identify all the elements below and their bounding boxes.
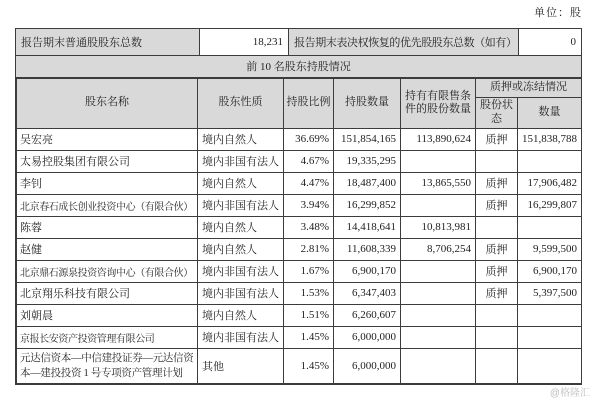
header-shares: 持股数量 bbox=[334, 79, 401, 129]
cell-restricted bbox=[401, 304, 476, 326]
table-header bbox=[17, 79, 582, 129]
cell-pledge-status bbox=[476, 216, 518, 238]
table-row bbox=[17, 282, 582, 304]
cell-nature: 境内自然人 bbox=[198, 128, 284, 150]
cell-restricted: 113,890,624 bbox=[401, 128, 476, 150]
cell-pledge-status: 质押 bbox=[476, 194, 518, 216]
cell-pledge-status: 质押 bbox=[476, 260, 518, 282]
cell-restricted bbox=[401, 194, 476, 216]
cell-shares: 151,854,165 bbox=[334, 128, 401, 150]
table-row bbox=[17, 238, 582, 260]
cell-ratio: 36.69% bbox=[284, 128, 334, 150]
cell-ratio: 3.48% bbox=[284, 216, 334, 238]
cell-name: 刘朝晨 bbox=[17, 304, 198, 326]
cell-nature: 其他 bbox=[198, 348, 284, 383]
table-row bbox=[17, 326, 582, 348]
cell-pledge-qty bbox=[518, 304, 582, 326]
cell-pledge-status bbox=[476, 304, 518, 326]
table-row bbox=[17, 194, 582, 216]
shareholder-report-table bbox=[15, 28, 582, 385]
cell-shares: 6,900,170 bbox=[334, 260, 401, 282]
common-shareholders-label: 报告期末普通股股东总数 bbox=[16, 29, 200, 55]
cell-pledge-status: 质押 bbox=[476, 128, 518, 150]
cell-name: 北京翔乐科技有限公司 bbox=[17, 282, 198, 304]
cell-nature: 境内非国有法人 bbox=[198, 260, 284, 282]
cell-pledge-qty: 17,906,482 bbox=[518, 172, 582, 194]
table-row bbox=[17, 216, 582, 238]
cell-shares: 18,487,400 bbox=[334, 172, 401, 194]
cell-shares: 14,418,641 bbox=[334, 216, 401, 238]
table-row bbox=[17, 304, 582, 326]
cell-nature: 境内非国有法人 bbox=[198, 150, 284, 172]
cell-name: 京报长安资产投资管理有限公司 bbox=[17, 326, 198, 348]
cell-pledge-qty: 6,900,170 bbox=[518, 260, 582, 282]
cell-nature: 境内非国有法人 bbox=[198, 326, 284, 348]
cell-name: 吴宏亮 bbox=[17, 128, 198, 150]
cell-pledge-status: 质押 bbox=[476, 282, 518, 304]
cell-pledge-status bbox=[476, 348, 518, 383]
table-row bbox=[17, 348, 582, 383]
table-row bbox=[17, 260, 582, 282]
cell-restricted bbox=[401, 326, 476, 348]
cell-name: 陈蓉 bbox=[17, 216, 198, 238]
cell-nature: 境内非国有法人 bbox=[198, 282, 284, 304]
cell-pledge-qty: 5,397,500 bbox=[518, 282, 582, 304]
cell-pledge-status: 质押 bbox=[476, 172, 518, 194]
header-pledge-qty: 数量 bbox=[518, 98, 582, 129]
cell-restricted bbox=[401, 282, 476, 304]
shareholder-table-body bbox=[17, 128, 582, 383]
header-pledge-status: 股份状态 bbox=[476, 98, 518, 129]
cell-shares: 11,608,339 bbox=[334, 238, 401, 260]
header-ratio: 持股比例 bbox=[284, 79, 334, 129]
cell-restricted: 13,865,550 bbox=[401, 172, 476, 194]
cell-restricted: 8,706,254 bbox=[401, 238, 476, 260]
cell-name: 赵健 bbox=[17, 238, 198, 260]
cell-pledge-qty: 9,599,500 bbox=[518, 238, 582, 260]
cell-restricted bbox=[401, 150, 476, 172]
cell-pledge-status: 质押 bbox=[476, 238, 518, 260]
cell-name: 元达信资本—中信建投证券—元达信资本—建投投资 1 号专项资产管理计划 bbox=[17, 348, 198, 383]
cell-shares: 16,299,852 bbox=[334, 194, 401, 216]
cell-shares: 6,347,403 bbox=[334, 282, 401, 304]
cell-ratio: 1.53% bbox=[284, 282, 334, 304]
table-row bbox=[17, 150, 582, 172]
top10-shareholders-table bbox=[16, 78, 582, 384]
cell-nature: 境内自然人 bbox=[198, 238, 284, 260]
cell-pledge-qty bbox=[518, 216, 582, 238]
cell-pledge-qty bbox=[518, 348, 582, 383]
cell-pledge-status bbox=[476, 326, 518, 348]
unit-label: 单位：股 bbox=[534, 7, 582, 19]
cell-pledge-qty: 16,299,807 bbox=[518, 194, 582, 216]
cell-name: 北京春石成长创业投资中心（有限合伙） bbox=[17, 194, 198, 216]
cell-shares: 6,000,000 bbox=[334, 326, 401, 348]
cell-nature: 境内自然人 bbox=[198, 172, 284, 194]
cell-shares: 6,000,000 bbox=[334, 348, 401, 383]
header-shareholder-nature: 股东性质 bbox=[198, 79, 284, 129]
cell-ratio: 4.47% bbox=[284, 172, 334, 194]
table-row bbox=[17, 172, 582, 194]
cell-name: 太易控股集团有限公司 bbox=[17, 150, 198, 172]
section-title: 前 10 名股东持股情况 bbox=[16, 56, 581, 78]
preferred-shareholders-value: 0 bbox=[519, 29, 581, 55]
header-restricted-shares: 持有有限售条件的股份数量 bbox=[401, 79, 476, 129]
table-row bbox=[17, 128, 582, 150]
header-pledge-group: 质押或冻结情况 bbox=[476, 79, 582, 98]
cell-restricted bbox=[401, 348, 476, 383]
cell-ratio: 2.81% bbox=[284, 238, 334, 260]
cell-nature: 境内非国有法人 bbox=[198, 194, 284, 216]
summary-row bbox=[16, 29, 581, 56]
header-shareholder-name: 股东名称 bbox=[17, 79, 198, 129]
cell-ratio: 1.45% bbox=[284, 326, 334, 348]
cell-ratio: 4.67% bbox=[284, 150, 334, 172]
cell-pledge-qty bbox=[518, 150, 582, 172]
cell-shares: 19,335,295 bbox=[334, 150, 401, 172]
cell-nature: 境内自然人 bbox=[198, 216, 284, 238]
cell-pledge-qty: 151,838,788 bbox=[518, 128, 582, 150]
cell-restricted: 10,813,981 bbox=[401, 216, 476, 238]
cell-name: 李钊 bbox=[17, 172, 198, 194]
cell-pledge-status bbox=[476, 150, 518, 172]
preferred-shareholders-label: 报告期末表决权恢复的优先股股东总数（如有） bbox=[289, 29, 519, 55]
cell-pledge-qty bbox=[518, 326, 582, 348]
cell-shares: 6,260,607 bbox=[334, 304, 401, 326]
cell-ratio: 3.94% bbox=[284, 194, 334, 216]
common-shareholders-value: 18,231 bbox=[200, 29, 289, 55]
cell-nature: 境内自然人 bbox=[198, 304, 284, 326]
watermark: @格隆汇 bbox=[549, 388, 590, 399]
cell-restricted bbox=[401, 260, 476, 282]
cell-name: 北京鼎石源泉投资咨询中心（有限合伙） bbox=[17, 260, 198, 282]
cell-ratio: 1.51% bbox=[284, 304, 334, 326]
cell-ratio: 1.45% bbox=[284, 348, 334, 383]
cell-ratio: 1.67% bbox=[284, 260, 334, 282]
